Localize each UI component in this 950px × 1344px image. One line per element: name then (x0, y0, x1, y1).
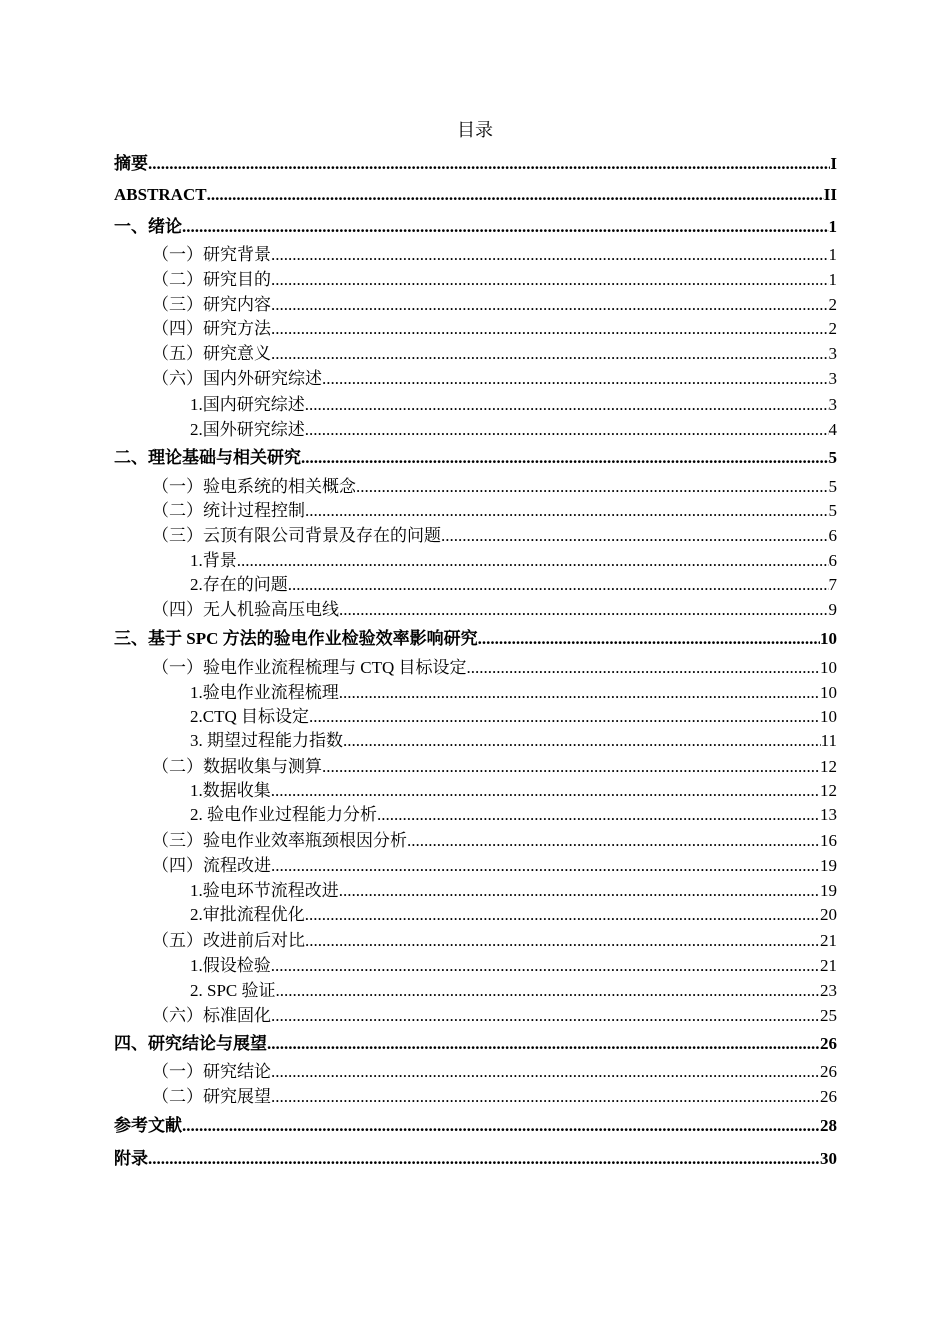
toc-dot-leader (271, 1085, 820, 1109)
toc-entry-title: （四）研究方法 (152, 319, 271, 338)
toc-entry-page-number: 30 (820, 1149, 837, 1168)
toc-dot-leader (478, 627, 820, 651)
toc-entry-page-number: 6 (828, 526, 837, 545)
toc-entry-page-number: 4 (828, 420, 837, 439)
toc-entry-title: （五）改进前后对比 (152, 931, 305, 950)
toc-entry-title: （三）研究内容 (152, 295, 271, 314)
toc-dot-leader (305, 418, 829, 442)
toc-entry-page-number: 12 (820, 757, 837, 776)
toc-entry[interactable] (152, 243, 837, 267)
toc-dot-leader (182, 1114, 820, 1138)
toc-dot-leader (148, 152, 830, 176)
toc-entry[interactable] (190, 729, 837, 753)
toc-entry[interactable] (152, 293, 837, 317)
toc-dot-leader (267, 1032, 820, 1056)
toc-dot-leader (288, 573, 829, 597)
toc-entry-page-number: 12 (820, 781, 837, 800)
toc-entry[interactable] (190, 681, 837, 705)
toc-entry-page-number: 10 (820, 629, 837, 648)
toc-entry[interactable] (190, 879, 837, 903)
toc-dot-leader (271, 954, 820, 978)
toc-entry-title: 1.数据收集 (190, 781, 271, 800)
toc-dot-leader (377, 803, 820, 827)
toc-entry-title: 三、基于 SPC 方法的验电作业检验效率影响研究 (114, 629, 478, 648)
toc-dot-leader (441, 524, 829, 548)
toc-dot-leader (207, 183, 824, 207)
toc-entry-page-number: 20 (820, 905, 837, 924)
toc-entry-page-number: 1 (828, 270, 837, 289)
toc-entry-title: （二）研究展望 (152, 1087, 271, 1106)
toc-dot-leader (407, 829, 820, 853)
toc-entry-page-number: 5 (828, 501, 837, 520)
toc-dot-leader (271, 779, 820, 803)
toc-entry-title: 参考文献 (114, 1116, 182, 1135)
toc-entry-page-number: 1 (828, 217, 837, 236)
toc-dot-leader (271, 293, 829, 317)
toc-entry-page-number: 26 (820, 1062, 837, 1081)
toc-entry-page-number: 23 (820, 981, 837, 1000)
toc-dot-leader (343, 729, 821, 753)
toc-entry-page-number: 7 (828, 575, 837, 594)
toc-entry-page-number: 16 (820, 831, 837, 850)
toc-entry[interactable] (190, 779, 837, 803)
toc-dot-leader (271, 854, 820, 878)
toc-entry-title: 2. SPC 验证 (190, 981, 276, 1000)
toc-entry-page-number: 2 (828, 295, 837, 314)
toc-entry[interactable] (152, 829, 837, 853)
toc-entry-page-number: 19 (820, 856, 837, 875)
toc-entry-title: （五）研究意义 (152, 344, 271, 363)
toc-entry[interactable] (190, 903, 837, 927)
toc-entry-title: （四）无人机验高压电线 (152, 600, 339, 619)
toc-entry-title: （一）验电系统的相关概念 (152, 477, 356, 496)
toc-dot-leader (305, 903, 820, 927)
toc-entry-title: （六）标准固化 (152, 1006, 271, 1025)
toc-entry-page-number: I (830, 154, 837, 173)
toc-entry-page-number: 11 (820, 731, 837, 750)
toc-entry-title: （一）验电作业流程梳理与 CTQ 目标设定 (152, 658, 467, 677)
toc-entry-title: （三）验电作业效率瓶颈根因分析 (152, 831, 407, 850)
toc-dot-leader (271, 243, 829, 267)
toc-entry-title: 2.国外研究综述 (190, 420, 305, 439)
toc-entry[interactable] (190, 549, 837, 573)
toc-entry-title: （二）数据收集与测算 (152, 757, 322, 776)
toc-dot-leader (339, 598, 829, 622)
toc-entry-page-number: 10 (820, 683, 837, 702)
toc-entry-page-number: 13 (820, 805, 837, 824)
toc-entry[interactable] (114, 1032, 837, 1056)
toc-entry-title: 2.CTQ 目标设定 (190, 707, 309, 726)
toc-entry[interactable] (152, 499, 837, 523)
toc-entry-title: 附录 (114, 1149, 148, 1168)
toc-dot-leader (276, 979, 821, 1003)
toc-entry[interactable] (114, 1114, 837, 1138)
toc-entry-title: （一）研究结论 (152, 1062, 271, 1081)
toc-entry[interactable] (190, 393, 837, 417)
toc-entry-title: 3. 期望过程能力指数 (190, 731, 343, 750)
toc-dot-leader (271, 1060, 820, 1084)
toc-entry-page-number: 5 (828, 477, 837, 496)
toc-entry[interactable] (152, 367, 837, 391)
toc-entry[interactable] (190, 954, 837, 978)
toc-dot-leader (305, 929, 820, 953)
toc-dot-leader (148, 1147, 820, 1171)
toc-entry[interactable] (114, 152, 837, 176)
toc-entry-title: 二、理论基础与相关研究 (114, 448, 301, 467)
toc-entry-title: （一）研究背景 (152, 245, 271, 264)
toc-dot-leader (356, 475, 829, 499)
toc-entry-page-number: II (823, 185, 837, 204)
toc-entry-title: 1.背景 (190, 551, 237, 570)
toc-entry[interactable] (152, 475, 837, 499)
toc-entry-page-number: 2 (828, 319, 837, 338)
toc-entry[interactable] (152, 1085, 837, 1109)
toc-entry[interactable] (152, 854, 837, 878)
toc-entry[interactable] (152, 1004, 837, 1028)
toc-entry[interactable] (190, 979, 837, 1003)
toc-dot-leader (322, 755, 820, 779)
toc-dot-leader (271, 342, 829, 366)
toc-entry[interactable] (114, 446, 837, 470)
toc-entry-page-number: 3 (828, 344, 837, 363)
toc-entry-title: 2. 验电作业过程能力分析 (190, 805, 377, 824)
toc-dot-leader (305, 499, 829, 523)
toc-dot-leader (339, 879, 820, 903)
toc-entry-page-number: 10 (820, 658, 837, 677)
toc-entry[interactable] (152, 1060, 837, 1084)
toc-entry-title: （二）统计过程控制 (152, 501, 305, 520)
toc-entry[interactable] (114, 627, 837, 651)
toc-entry-page-number: 25 (820, 1006, 837, 1025)
toc-entry-page-number: 19 (820, 881, 837, 900)
toc-entry[interactable] (114, 1147, 837, 1171)
toc-dot-leader (309, 705, 820, 729)
toc-entry[interactable] (190, 573, 837, 597)
toc-entry-title: 1.假设检验 (190, 956, 271, 975)
toc-entry-page-number: 26 (820, 1087, 837, 1106)
toc-entry[interactable] (152, 598, 837, 622)
page-title: 目录 (457, 120, 493, 140)
toc-entry-page-number: 21 (820, 956, 837, 975)
toc-entry[interactable] (190, 418, 837, 442)
toc-entry-title: ABSTRACT (114, 185, 207, 204)
toc-dot-leader (301, 446, 829, 470)
toc-entry[interactable] (152, 317, 837, 341)
toc-dot-leader (271, 268, 829, 292)
toc-entry-title: 1.验电环节流程改进 (190, 881, 339, 900)
toc-entry-page-number: 9 (828, 600, 837, 619)
toc-entry-title: （三）云顶有限公司背景及存在的问题 (152, 526, 441, 545)
toc-entry-title: 2.存在的问题 (190, 575, 288, 594)
toc-entry[interactable] (152, 524, 837, 548)
toc-dot-leader (305, 393, 829, 417)
toc-dot-leader (271, 1004, 820, 1028)
toc-entry-title: 四、研究结论与展望 (114, 1034, 267, 1053)
toc-entry[interactable] (190, 803, 837, 827)
toc-entry-page-number: 26 (820, 1034, 837, 1053)
toc-entry[interactable] (152, 755, 837, 779)
toc-dot-leader (339, 681, 820, 705)
toc-entry-title: （六）国内外研究综述 (152, 369, 322, 388)
toc-entry-page-number: 1 (828, 245, 837, 264)
toc-entry-page-number: 28 (820, 1116, 837, 1135)
toc-entry-title: 1.验电作业流程梳理 (190, 683, 339, 702)
toc-dot-leader (271, 317, 829, 341)
toc-entry-page-number: 3 (828, 369, 837, 388)
toc-entry[interactable] (152, 929, 837, 953)
toc-entry-title: 2.审批流程优化 (190, 905, 305, 924)
toc-entry[interactable] (190, 705, 837, 729)
toc-entry[interactable] (152, 656, 837, 680)
toc-entry-title: （二）研究目的 (152, 270, 271, 289)
toc-dot-leader (182, 215, 829, 239)
toc-entry-page-number: 21 (820, 931, 837, 950)
toc-entry-page-number: 3 (828, 395, 837, 414)
toc-entry[interactable] (152, 342, 837, 366)
toc-entry-title: 摘要 (114, 154, 148, 173)
toc-entry[interactable] (114, 183, 837, 207)
toc-entry[interactable] (114, 215, 837, 239)
toc-entry-title: 1.国内研究综述 (190, 395, 305, 414)
toc-entry-page-number: 5 (828, 448, 837, 467)
toc-dot-leader (237, 549, 829, 573)
toc-entry-title: （四）流程改进 (152, 856, 271, 875)
toc-dot-leader (467, 656, 821, 680)
toc-entry[interactable] (152, 268, 837, 292)
toc-dot-leader (322, 367, 829, 391)
toc-entry-page-number: 10 (820, 707, 837, 726)
toc-entry-page-number: 6 (828, 551, 837, 570)
toc-entry-title: 一、绪论 (114, 217, 182, 236)
